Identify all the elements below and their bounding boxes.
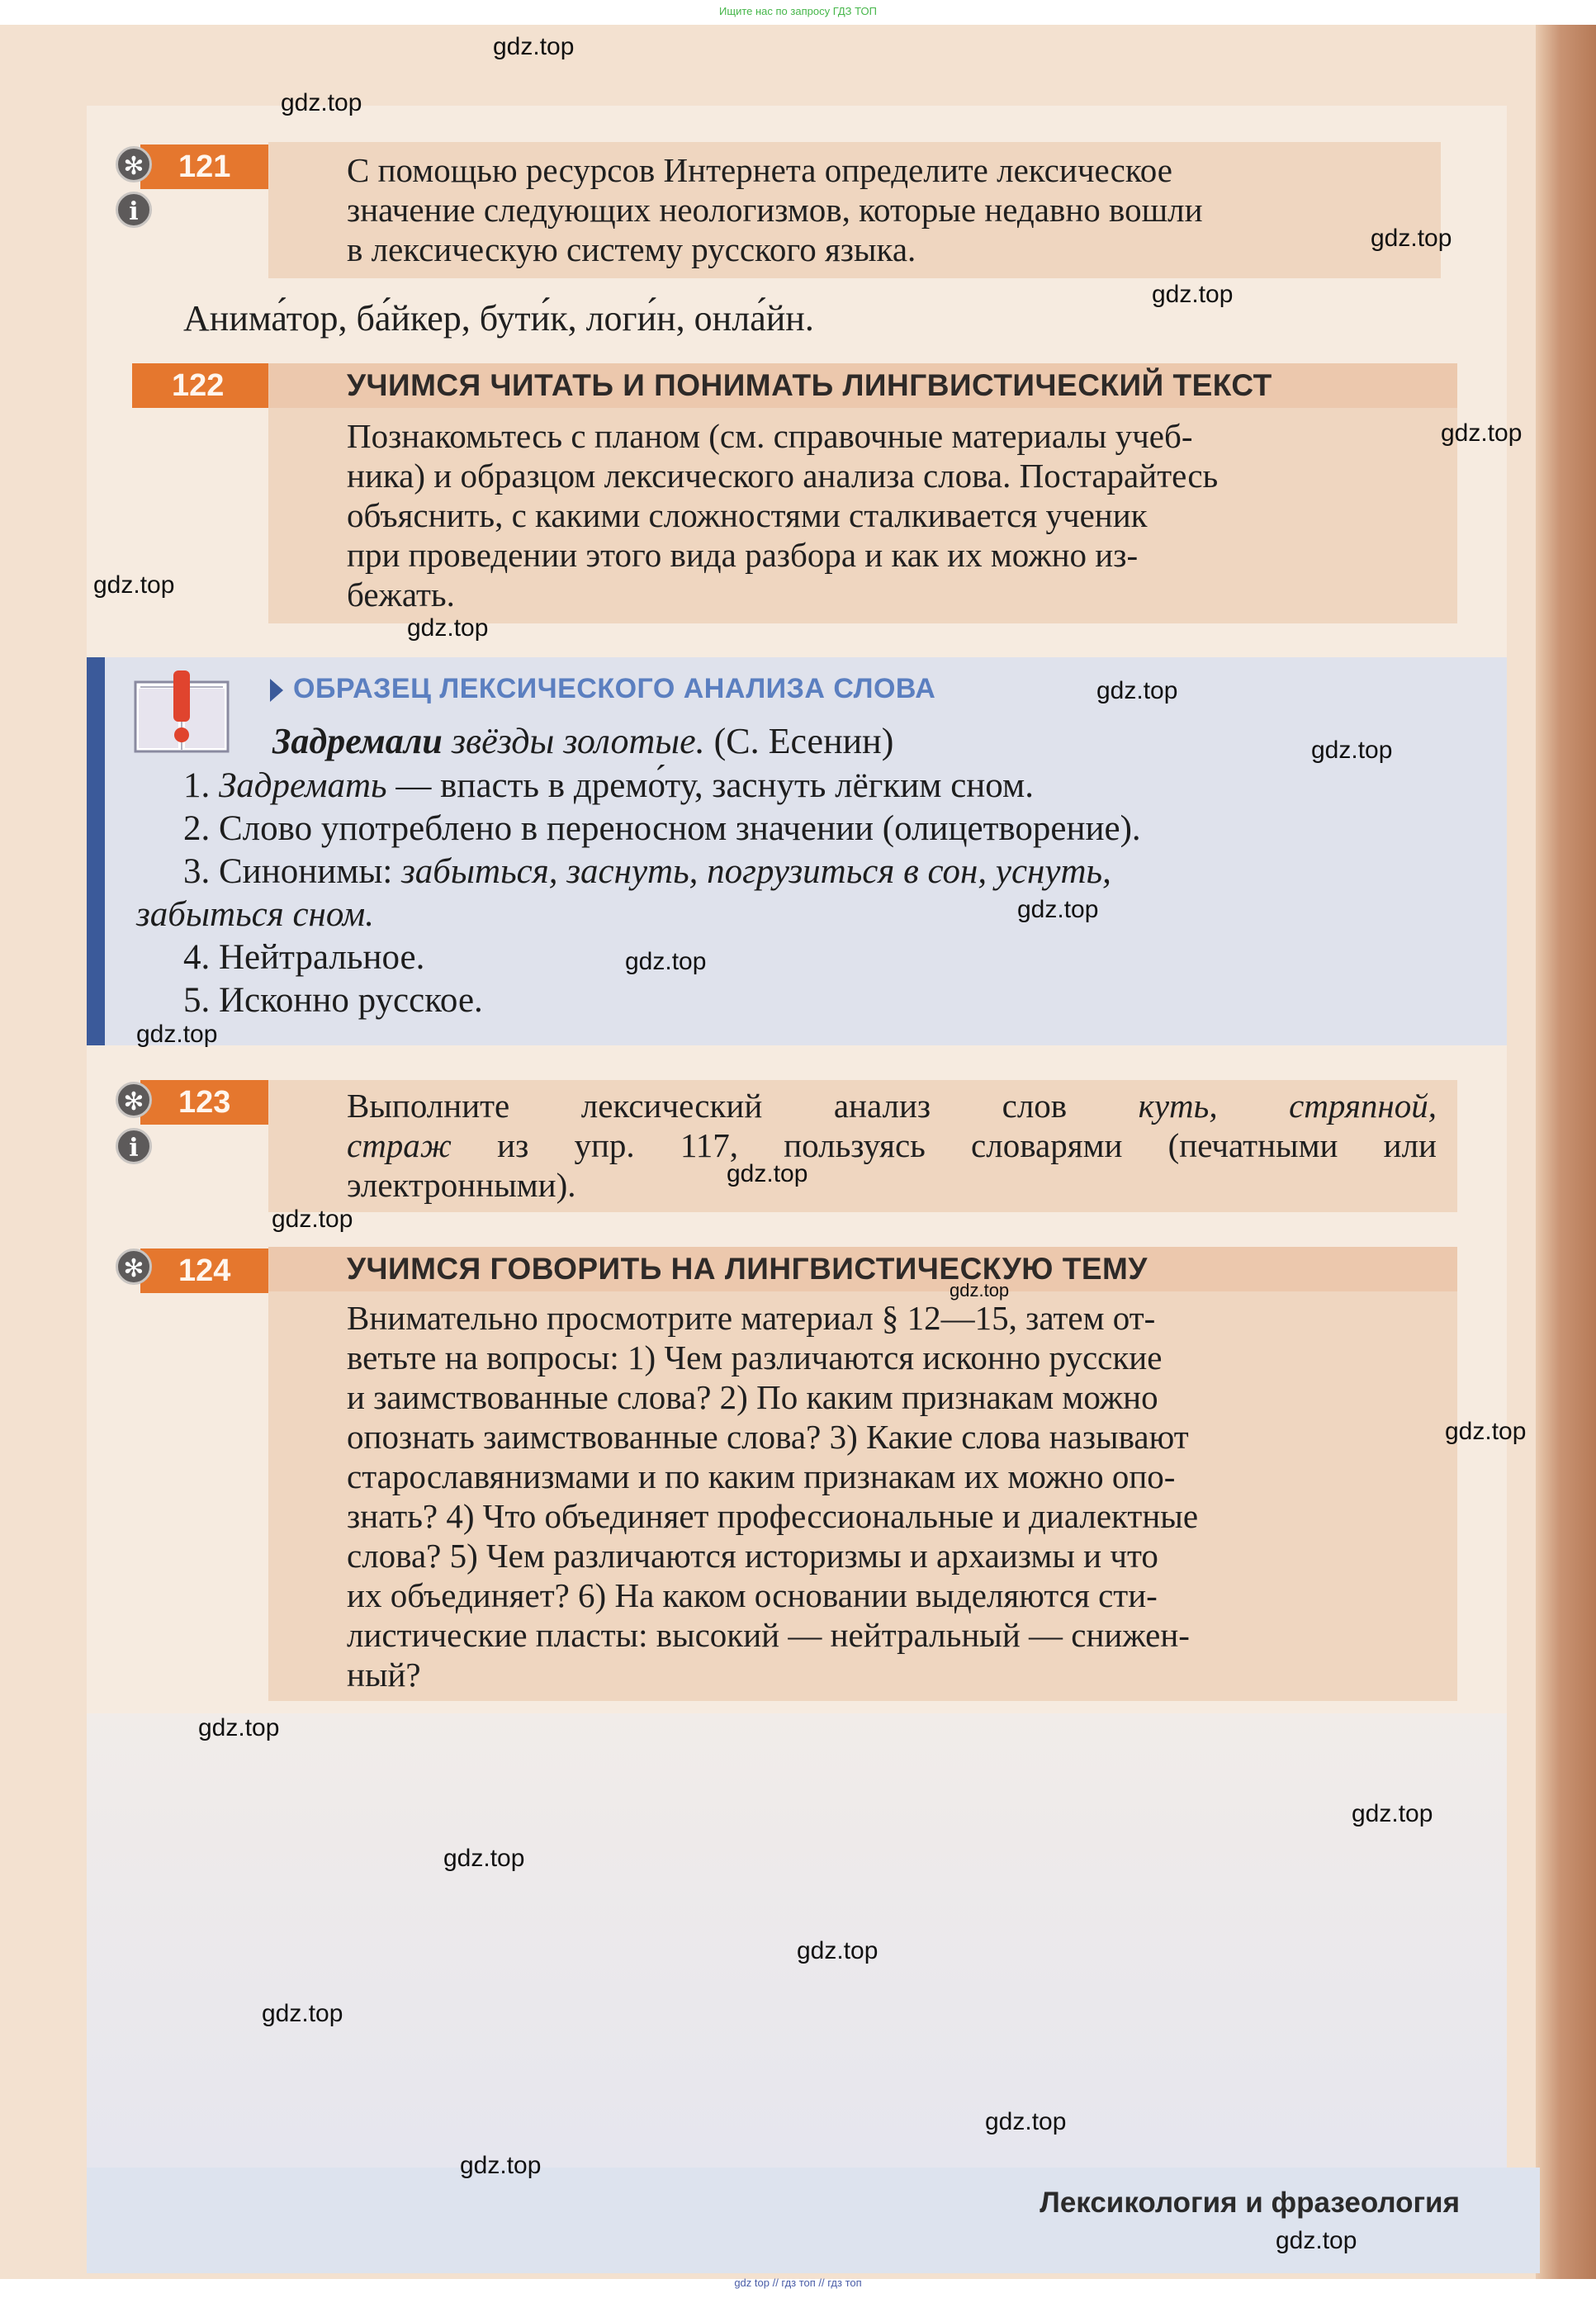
watermark: gdz.top — [1352, 1800, 1433, 1827]
task-124-line-8: их объединяет? 6) На каком основании выделяются сти- — [347, 1576, 1158, 1614]
sample-title: ОБРАЗЕЦ ЛЕКСИЧЕСКОГО АНАЛИЗА СЛОВА — [293, 673, 936, 704]
watermark: gdz.top — [281, 89, 362, 116]
top-note[interactable]: Ищите нас по запросу ГДЗ ТОП — [719, 5, 877, 17]
task-124-line-4: опознать заимствованные слова? 3) Какие слова называют — [347, 1418, 1189, 1456]
task-123-number: 123 — [140, 1080, 268, 1125]
task-122-heading: УЧИМСЯ ЧИТАТЬ И ПОНИМАТЬ ЛИНГВИСТИЧЕСКИЙ ТЕКСТ — [268, 363, 1457, 408]
triangle-marker-icon — [270, 679, 283, 702]
task-123-line-1: Выполните лексический анализ слов куть, стряпной, — [347, 1087, 1437, 1125]
exclamation-book-icon — [132, 670, 231, 753]
task-122-number: 122 — [132, 363, 268, 408]
watermark: gdz.top — [460, 2152, 542, 2179]
task-124-line-5: старославянизмами и по каким признакам их можно опо- — [347, 1457, 1176, 1495]
watermark: gdz.top — [797, 1937, 879, 1964]
asterisk-icon: ✻ — [116, 1082, 152, 1118]
watermark: gdz.top — [443, 1845, 525, 1872]
task-122-line-5: бежать. — [347, 576, 455, 614]
book-spine — [1536, 25, 1596, 2279]
watermark: gdz.top — [1276, 2227, 1357, 2254]
task-124-line-1: Внимательно просмотрите материал § 12—15, затем от- — [347, 1299, 1156, 1337]
task-124-line-6: знать? 4) Что объединяет профессиональные и диалектные — [347, 1497, 1199, 1535]
task-123-line-2: страж из упр. 117, пользуясь словарями (печатными или — [347, 1126, 1437, 1164]
watermark: gdz.top — [198, 1714, 280, 1741]
task-121-line-3: в лексическую систему русского языка. — [347, 230, 916, 268]
watermark: gdz.top — [985, 2108, 1067, 2135]
watermark: gdz.top — [625, 948, 707, 975]
task-121-line-2: значение следующих неологизмов, которые недавно вошли — [347, 191, 1203, 229]
watermark: gdz.top — [407, 614, 489, 642]
watermark: gdz.top — [262, 2000, 343, 2027]
watermark: gdz.top — [1445, 1418, 1527, 1445]
task-124-line-7: слова? 5) Чем различаются историзмы и архаизмы и что — [347, 1537, 1158, 1575]
task-123-line-3: электронными). — [347, 1166, 576, 1204]
task-121-number: 121 — [140, 145, 268, 189]
watermark: gdz.top — [272, 1206, 353, 1233]
watermark: gdz.top — [950, 1280, 1010, 1301]
sample-line-3: 3. Синонимы: забыться, заснуть, погрузиться в сон, уснуть, — [183, 852, 1111, 891]
info-icon: i — [116, 1128, 152, 1164]
task-124-line-9: листические пласты: высокий — нейтральный — снижен- — [347, 1616, 1190, 1654]
watermark: gdz.top — [1311, 737, 1393, 764]
watermark: gdz.top — [93, 571, 175, 599]
section-footer: Лексикология и фразеология — [1040, 2187, 1460, 2219]
task-124-line-3: и заимствованные слова? 2) По каким признакам можно — [347, 1378, 1158, 1416]
footer-band — [87, 2168, 1540, 2273]
watermark: gdz.top — [136, 1021, 218, 1048]
watermark: gdz.top — [493, 33, 575, 60]
asterisk-icon: ✻ — [116, 146, 152, 182]
watermark: gdz.top — [1017, 896, 1099, 923]
asterisk-icon: ✻ — [116, 1249, 152, 1285]
task-124-line-10: ный? — [347, 1656, 421, 1694]
watermark: gdz.top — [1371, 225, 1452, 252]
task-122-line-1: Познакомьтесь с планом (см. справочные материалы учеб- — [347, 417, 1193, 455]
sample-line-2: 2. Слово употреблено в переносном значении (олицетворение). — [183, 809, 1141, 848]
info-icon: i — [116, 192, 152, 228]
task-124-number: 124 — [140, 1249, 268, 1293]
sample-line-3b: забыться сном. — [136, 895, 374, 934]
watermark: gdz.top — [727, 1160, 808, 1187]
task-122-line-4: при проведении этого вида разбора и как их можно из- — [347, 536, 1139, 574]
task-124-line-2: ветьте на вопросы: 1) Чем различаются исконно русские — [347, 1339, 1163, 1376]
task-121-words: Анима́тор, ба́йкер, бути́к, логи́н, онла́йн. — [183, 298, 814, 339]
task-121-line-1: С помощью ресурсов Интернета определите лексическое — [347, 151, 1172, 189]
watermark: gdz.top — [1096, 677, 1178, 704]
task-122-line-2: ника) и образцом лексического анализа слова. Постарайтесь — [347, 457, 1219, 495]
task-122-line-3: объяснить, с какими сложностями сталкивается ученик — [347, 496, 1148, 534]
sample-line-4: 4. Нейтральное. — [183, 938, 425, 977]
watermark: gdz.top — [1152, 281, 1234, 308]
bottom-note[interactable]: gdz top // гдз топ // гдз топ — [734, 2277, 862, 2289]
sample-line-1: 1. Задремать — впасть в дремо́ту, заснуть лёгким сном. — [183, 766, 1034, 805]
sample-line-5: 5. Исконно русское. — [183, 981, 483, 1020]
task-124-heading: УЧИМСЯ ГОВОРИТЬ НА ЛИНГВИСТИЧЕСКУЮ ТЕМУ — [268, 1247, 1457, 1291]
watermark: gdz.top — [1441, 419, 1523, 447]
sample-accent-bar — [87, 657, 105, 1045]
sample-quote: Задремали звёзды золотые. (С. Есенин) — [272, 721, 894, 761]
